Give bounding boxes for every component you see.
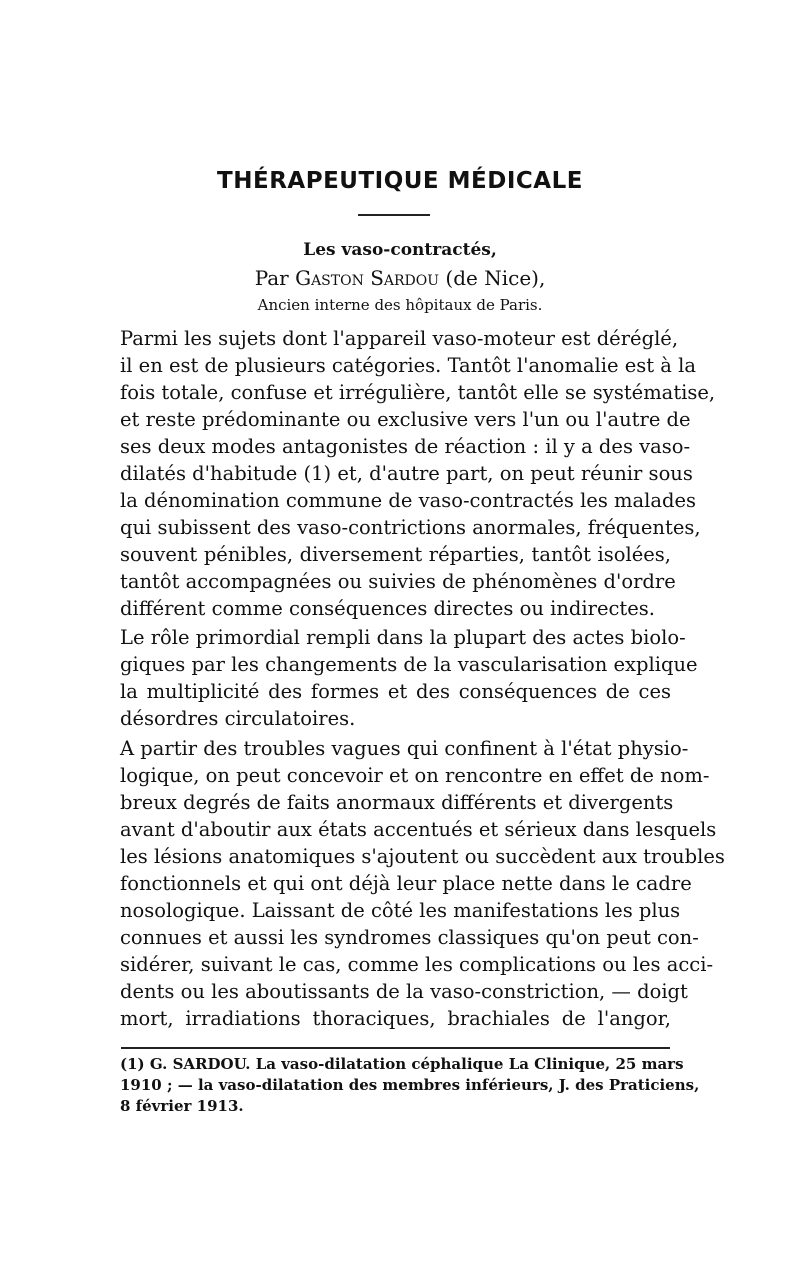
byline	[0, 266, 800, 290]
body-line: tantôt accompagnées ou suivies de phénomènes d'ordre	[120, 570, 676, 593]
body-line: qui subissent des vaso-contrictions anormales, fréquentes,	[120, 516, 701, 539]
body-line: connues et aussi les syndromes classiques qu'on peut con-	[120, 926, 699, 949]
body-line: souvent pénibles, diversement réparties, tantôt isolées,	[120, 543, 671, 566]
body-line: désordres circulatoires.	[120, 707, 356, 730]
body-line: giques par les changements de la vascularisation explique	[120, 653, 698, 676]
byline-author: Gaston Sardou	[295, 266, 440, 290]
body-line: dilatés d'habitude (1) et, d'autre part, on peut réunir sous	[120, 462, 693, 485]
body-line: logique, on peut concevoir et on rencontre en effet de nom-	[120, 764, 710, 787]
title-rule	[358, 214, 430, 216]
author-affiliation: Ancien interne des hôpitaux de Paris.	[257, 296, 543, 314]
body-line: ses deux modes antagonistes de réaction : il y a des vaso-	[120, 435, 691, 458]
body-line: avant d'aboutir aux états accentués et sérieux dans lesquels	[120, 818, 717, 841]
body-line: A partir des troubles vagues qui confinent à l'état physio-	[120, 737, 689, 760]
body-line: nosologique. Laissant de côté les manifestations les plus	[120, 899, 681, 922]
body-line: Le rôle primordial rempli dans la plupart des actes biolo-	[120, 626, 686, 649]
body-line: dents ou les aboutissants de la vaso-constriction, — doigt	[120, 980, 688, 1003]
footnote-line: (1) G. SARDOU. La vaso-dilatation céphalique La Clinique, 25 mars	[120, 1055, 684, 1073]
byline-prefix: Par	[254, 266, 296, 290]
article-title: Les vaso-contractés,	[303, 240, 497, 260]
footnote-line: 1910 ; — la vaso-dilatation des membres inférieurs, J. des Praticiens,	[120, 1076, 700, 1094]
body-line: breux degrés de faits anormaux différents et divergents	[120, 791, 674, 814]
footnote-line: 8 février 1913.	[120, 1097, 244, 1115]
byline-place: (de Nice),	[439, 266, 546, 290]
body-line: différent comme conséquences directes ou indirectes.	[120, 597, 655, 620]
body-line: sidérer, suivant le cas, comme les complications ou les acci-	[120, 953, 714, 976]
footnote-rule	[121, 1047, 670, 1049]
body-line: et reste prédominante ou exclusive vers l'un ou l'autre de	[120, 408, 691, 431]
section-title: THÉRAPEUTIQUE MÉDICALE	[217, 168, 583, 194]
body-line: fonctionnels et qui ont déjà leur place nette dans le cadre	[120, 872, 692, 895]
body-line: la dénomination commune de vaso-contractés les malades	[120, 489, 697, 512]
body-line: fois totale, confuse et irrégulière, tantôt elle se systématise,	[120, 381, 716, 404]
body-line: Parmi les sujets dont l'appareil vaso-moteur est déréglé,	[120, 327, 679, 350]
body-line: mort, irradiations thoraciques, brachiales de l'angor,	[120, 1007, 671, 1030]
body-line: il en est de plusieurs catégories. Tantôt l'anomalie est à la	[120, 354, 696, 377]
body-line: la multiplicité des formes et des conséquences de ces	[120, 680, 671, 703]
body-line: les lésions anatomiques s'ajoutent ou succèdent aux troubles	[120, 845, 725, 868]
